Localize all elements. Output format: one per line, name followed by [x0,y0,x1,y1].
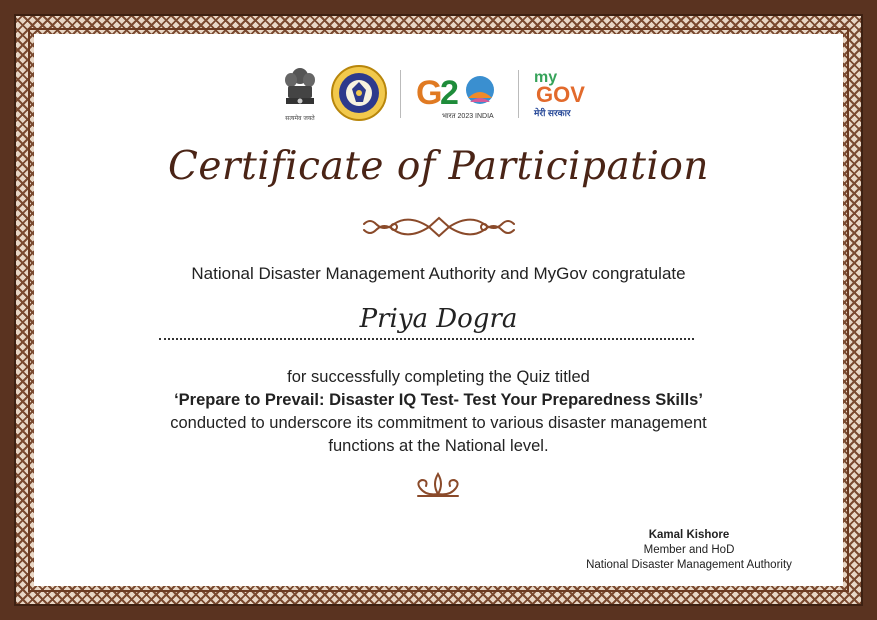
mygov-line1: my [534,69,558,86]
signatory-name: Kamal Kishore [648,529,730,541]
g20-g-letter: G [416,74,443,112]
mygov-logo-icon [530,66,600,122]
certificate-body [34,366,843,458]
signatory-designation: Member and HoD [643,544,735,556]
mygov-line2: GOV [536,82,585,107]
ndma-seal-icon [330,64,388,122]
certificate-paper [34,34,843,586]
g20-two-digit: 2 [440,74,459,112]
quiz-title: ‘Prepare to Prevail: Disaster IQ Test- Test Your Preparedness Skills’ [174,391,703,409]
mygov-caption: मेरी सरकार [534,108,571,118]
g20-caption: भारत 2023 INDIA [442,113,494,120]
ornament-flourish-icon [354,210,524,244]
g20-logo-icon [414,68,510,120]
small-ornament-icon [412,470,464,500]
signature-block [554,528,824,573]
signatory-organization: National Disaster Management Authority [586,559,792,571]
body-line-3: conducted to underscore its commitment to various disaster management [170,414,707,432]
congratulation-line: National Disaster Management Authority and MyGov congratulate [191,264,686,283]
name-underline [159,338,694,340]
certificate-title: Certificate of Participation [168,144,709,189]
body-line-1: for successfully completing the Quiz titled [287,368,590,386]
logo-separator [400,70,401,118]
logo-strip [34,62,843,132]
recipient-name: Priya Dogra [359,304,518,334]
body-line-4: functions at the National level. [328,437,549,455]
emblem-caption: सत्यमेव जयते [285,115,315,122]
logo-separator [518,70,519,118]
